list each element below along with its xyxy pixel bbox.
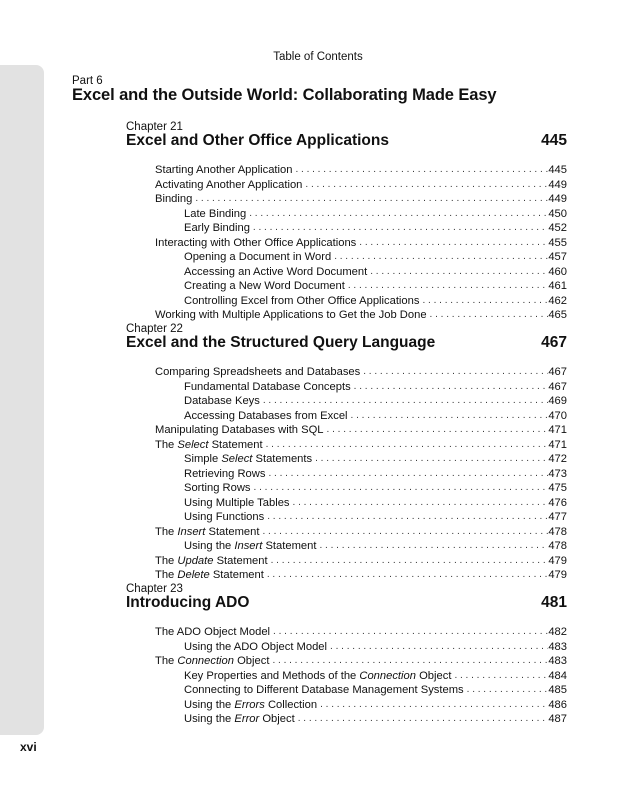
dot-leader — [251, 481, 549, 495]
toc-entry[interactable] — [184, 221, 567, 235]
dot-leader — [250, 221, 548, 235]
toc-entry[interactable] — [184, 380, 567, 394]
toc-entry-title: Accessing an Active Word Document — [184, 265, 368, 278]
table-of-contents — [126, 0, 567, 800]
toc-entry-title: Late Binding — [184, 207, 247, 220]
toc-entry-title: Creating a New Word Document — [184, 280, 345, 292]
toc-entry-page-number: 449 — [548, 178, 567, 191]
chapter-page-number: 445 — [541, 132, 567, 149]
dot-leader — [419, 294, 548, 308]
dot-leader — [367, 265, 548, 279]
toc-entry[interactable] — [155, 654, 567, 668]
toc-entry[interactable] — [155, 625, 567, 639]
chapter-title[interactable] — [126, 334, 567, 352]
toc-entry-page-number: 445 — [548, 164, 567, 176]
dot-leader — [263, 438, 549, 452]
chapter-title-text: Introducing ADO — [126, 594, 250, 611]
toc-entry-title: The Update Statement — [155, 554, 268, 567]
chapter-title-text: Excel and the Structured Query Language — [126, 334, 436, 351]
toc-entry-page-number: 486 — [548, 698, 567, 711]
toc-entry-page-number: 455 — [548, 236, 567, 249]
toc-entry-title: Fundamental Database Concepts — [184, 380, 351, 393]
running-head: Table of Contents — [273, 51, 363, 63]
part-label: Part 6 — [72, 75, 103, 87]
toc-entry-title: Database Keys — [184, 395, 260, 407]
toc-entry[interactable] — [184, 481, 567, 495]
toc-entry-title: The Insert Statement — [155, 525, 260, 538]
dot-leader — [265, 467, 548, 481]
toc-entry-page-number: 449 — [548, 193, 567, 205]
dot-leader — [302, 178, 548, 192]
toc-entry[interactable] — [155, 163, 567, 177]
dot-leader — [269, 654, 548, 668]
toc-entry-page-number: 477 — [548, 511, 567, 523]
dot-leader — [292, 163, 548, 177]
toc-entry-page-number: 476 — [548, 496, 567, 509]
toc-entry[interactable] — [184, 496, 567, 510]
toc-entry[interactable] — [184, 683, 567, 697]
page-number: xvi — [20, 740, 37, 754]
dot-leader — [260, 394, 548, 408]
toc-entry-page-number: 482 — [548, 626, 567, 638]
toc-entry-page-number: 478 — [548, 540, 567, 552]
toc-entry-page-number: 461 — [548, 280, 567, 292]
dot-leader — [356, 236, 548, 250]
toc-entry-title: Sorting Rows — [184, 482, 251, 494]
part-title: Excel and the Outside World: Collaborating Made Easy — [72, 86, 497, 104]
dot-leader — [427, 308, 549, 322]
toc-entry-title: Opening a Document in Word — [184, 251, 332, 263]
toc-entry-page-number: 462 — [548, 294, 567, 307]
dot-leader — [264, 510, 548, 524]
toc-entry-title: Using the ADO Object Model — [184, 640, 328, 653]
toc-entry-title: Controlling Excel from Other Office Applications — [184, 294, 420, 307]
toc-entry-page-number: 465 — [548, 309, 567, 321]
toc-entry-page-number: 473 — [548, 467, 567, 480]
chapter-label: Chapter 23 — [126, 583, 183, 595]
toc-entry-page-number: 471 — [548, 438, 567, 451]
chapter-title-text: Excel and Other Office Applications — [126, 132, 389, 149]
dot-leader — [324, 423, 549, 437]
toc-entry[interactable] — [184, 207, 567, 221]
toc-entry[interactable] — [155, 236, 567, 250]
toc-entry-title: Starting Another Application — [155, 164, 293, 176]
toc-entry-title: Comparing Spreadsheets and Databases — [155, 366, 361, 378]
toc-entry-title: Using the Error Object — [184, 713, 295, 725]
toc-entry[interactable] — [155, 554, 567, 568]
dot-leader — [264, 568, 548, 582]
toc-entry-page-number: 460 — [548, 265, 567, 278]
dot-leader — [316, 539, 548, 553]
toc-entry-title: Using Functions — [184, 511, 265, 523]
toc-entry-title: The Select Statement — [155, 438, 263, 451]
toc-entry-page-number: 470 — [548, 409, 567, 422]
toc-entry-title: Early Binding — [184, 222, 250, 234]
toc-entry[interactable] — [155, 438, 567, 452]
toc-entry-page-number: 479 — [548, 554, 567, 567]
dot-leader — [295, 712, 549, 726]
toc-entry-title: Binding — [155, 193, 193, 205]
toc-entry-title: Key Properties and Methods of the Connection Object — [184, 669, 452, 682]
toc-entry-title: Retrieving Rows — [184, 467, 266, 480]
toc-entry[interactable] — [184, 279, 567, 293]
dot-leader — [270, 625, 548, 639]
dot-leader — [290, 496, 549, 510]
toc-entry[interactable] — [184, 539, 567, 553]
toc-entry-title: Using the Insert Statement — [184, 540, 317, 552]
toc-entry-page-number: 469 — [548, 395, 567, 407]
chapter-label: Chapter 21 — [126, 121, 183, 133]
toc-entry-title: Using Multiple Tables — [184, 496, 290, 509]
toc-entry-title: Working with Multiple Applications to Get the Job Done — [155, 309, 427, 321]
chapter-page-number: 481 — [541, 594, 567, 611]
dot-leader — [312, 452, 548, 466]
dot-leader — [360, 365, 548, 379]
toc-entry-page-number: 471 — [548, 424, 567, 436]
toc-entry-page-number: 467 — [548, 366, 567, 378]
page-edge-tab — [0, 65, 44, 735]
toc-entry-page-number: 475 — [548, 482, 567, 494]
toc-entry[interactable] — [155, 568, 567, 582]
dot-leader — [317, 698, 548, 712]
toc-entry-title: The ADO Object Model — [155, 626, 271, 638]
toc-entry-title: Using the Errors Collection — [184, 698, 318, 711]
toc-entry-page-number: 484 — [548, 669, 567, 682]
toc-entry[interactable] — [155, 525, 567, 539]
toc-entry[interactable] — [155, 178, 567, 192]
dot-leader — [327, 640, 548, 654]
toc-entry-page-number: 478 — [548, 525, 567, 538]
toc-entry-page-number: 479 — [548, 569, 567, 581]
dot-leader — [464, 683, 549, 697]
toc-entry[interactable] — [184, 712, 567, 726]
toc-entry-title: Activating Another Application — [155, 178, 303, 191]
toc-entry-page-number: 472 — [548, 453, 567, 465]
dot-leader — [246, 207, 548, 221]
toc-entry-page-number: 452 — [548, 222, 567, 234]
dot-leader — [345, 279, 548, 293]
toc-entry-title: Connecting to Different Database Management Systems — [184, 684, 464, 696]
toc-entry[interactable] — [184, 640, 567, 654]
dot-leader — [331, 250, 548, 264]
dot-leader — [192, 192, 548, 206]
toc-entry-title: Interacting with Other Office Applications — [155, 236, 357, 249]
toc-entry[interactable] — [184, 265, 567, 279]
toc-entry-title: Accessing Databases from Excel — [184, 409, 348, 422]
toc-entry[interactable] — [155, 308, 567, 322]
toc-entry[interactable] — [155, 365, 567, 379]
toc-entry-page-number: 467 — [548, 380, 567, 393]
toc-entry-title: The Delete Statement — [155, 569, 264, 581]
toc-entry-page-number: 450 — [548, 207, 567, 220]
chapter-page-number: 467 — [541, 334, 567, 351]
toc-entry[interactable] — [184, 394, 567, 408]
toc-entry[interactable] — [184, 294, 567, 308]
chapter-title[interactable] — [126, 132, 567, 150]
toc-entry-title: Simple Select Statements — [184, 453, 313, 465]
dot-leader — [351, 380, 549, 394]
dot-leader — [348, 409, 549, 423]
toc-entry-title: The Connection Object — [155, 655, 270, 667]
toc-entry[interactable] — [155, 423, 567, 437]
chapter-title[interactable] — [126, 594, 567, 612]
toc-entry[interactable] — [184, 409, 567, 423]
dot-leader — [451, 669, 548, 683]
toc-entry-page-number: 485 — [548, 684, 567, 696]
toc-entry[interactable] — [184, 698, 567, 712]
dot-leader — [259, 525, 548, 539]
toc-entry[interactable] — [184, 250, 567, 264]
toc-entry[interactable] — [184, 467, 567, 481]
toc-entry-title: Manipulating Databases with SQL — [155, 424, 324, 436]
toc-entry[interactable] — [184, 669, 567, 683]
toc-entry[interactable] — [184, 510, 567, 524]
toc-entry-page-number: 483 — [548, 640, 567, 653]
toc-entry[interactable] — [184, 452, 567, 466]
toc-entry-page-number: 487 — [548, 713, 567, 725]
toc-entry-page-number: 483 — [548, 655, 567, 667]
toc-entry-page-number: 457 — [548, 251, 567, 263]
dot-leader — [268, 554, 549, 568]
chapter-label: Chapter 22 — [126, 323, 183, 335]
toc-entry[interactable] — [155, 192, 567, 206]
